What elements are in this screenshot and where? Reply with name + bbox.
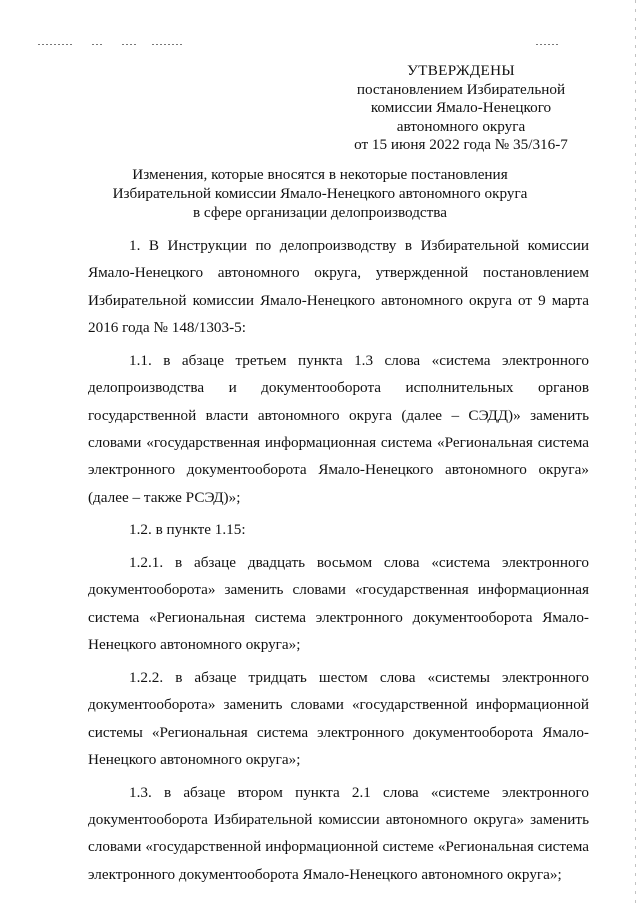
document-title <box>90 165 550 222</box>
scan-artifact <box>92 44 102 45</box>
paragraph-1-2-1: 1.2.1. в абзаце двадцать восьмом слова «система электронного документооборота» заменить словами «государственная информационная система «Региональная система электронного документооборота Ямало-Ненецкого автономного округа»; <box>88 554 589 654</box>
scan-artifact <box>38 44 74 45</box>
approval-line: постановлением Избирательной <box>356 80 566 98</box>
paragraph-1-2-2: 1.2.2. в абзаце тридцать шестом слова «системы электронного документооборота» заменить словами «государственной информационной системы «Региональная система электронного документооборота Ямало-Ненецкого автономного округа»; <box>88 668 589 769</box>
approval-line: автономного округа <box>396 117 526 135</box>
title-line: Изменения, которые вносятся в некоторые постановления <box>132 166 508 183</box>
scan-artifact <box>152 44 184 45</box>
approval-block <box>330 62 592 155</box>
approval-heading: УТВЕРЖДЕНЫ <box>407 62 515 79</box>
paragraph-1: 1. В Инструкции по делопроизводству в Избирательной комиссии Ямало-Ненецкого автономного округа, утвержденной постановлением Избирательной комиссии Ямало-Ненецкого автономного округа от 9 марта 2016 года № 148/1303-5: <box>88 237 589 337</box>
scan-edge <box>635 0 636 905</box>
document-body <box>88 232 589 888</box>
paragraph-1-1: 1.1. в абзаце третьем пункта 1.3 слова «система электронного делопроизводства и документооборота исполнительных органов государственной власти автономного округа (далее – СЭДД)» заменить словами «государственная информационная система «Региональная система электронного документооборота Ямало-Ненецкого автономного округа» (далее – также РСЭД)»; <box>88 351 589 506</box>
scan-artifact <box>536 44 560 45</box>
approval-line: от 15 июня 2022 года № 35/316-7 <box>354 136 568 153</box>
title-line: Избирательной комиссии Ямало-Ненецкого автономного округа <box>112 185 528 202</box>
approval-line: комиссии Ямало-Ненецкого <box>370 99 552 116</box>
title-line: в сфере организации делопроизводства <box>192 204 448 221</box>
paragraph-1-2: 1.2. в пункте 1.15: <box>129 521 246 539</box>
paragraph-1-3: 1.3. в абзаце втором пункта 2.1 слова «системе электронного документооборота Избирательной комиссии автономного округа» заменить словами «государственной информационной системе «Региональная система электронного документооборота Ямало-Ненецкого автономного округа»; <box>88 783 589 883</box>
scan-artifact <box>122 44 138 45</box>
